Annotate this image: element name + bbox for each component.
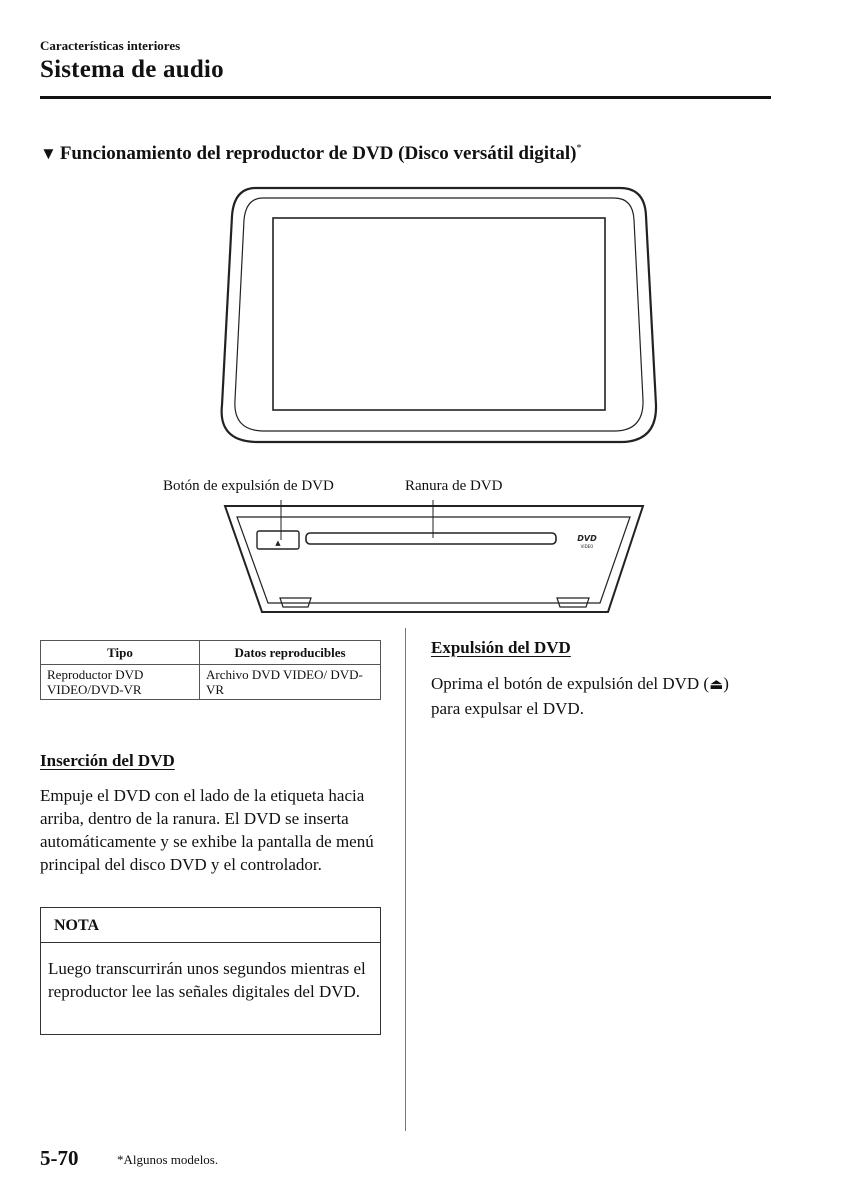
insertion-text: Empuje el DVD con el lado de la etiqueta hacia arriba, dentro de la ranura. El DVD se inserta automáticamente y se exhibe la pantalla de menú principal del disco DVD y el controlador. <box>40 786 374 874</box>
note-box <box>40 907 381 1035</box>
subsection-title: Funcionamiento del reproductor de DVD (Disco versátil digital) <box>59 143 577 164</box>
table-row <box>41 665 381 700</box>
eject-button-callout: Botón de expulsión de DVD <box>163 478 334 494</box>
ejection-text <box>431 672 761 720</box>
ejection-heading: Expulsión del DVD <box>431 638 571 657</box>
table-cell-type: Reproductor DVD VIDEO/DVD-VR <box>41 665 200 700</box>
dvd-logo: DVD <box>577 534 597 543</box>
section-label: Características interiores <box>40 38 181 53</box>
dvd-unit-front <box>225 506 643 612</box>
table-header-data: Datos reproducibles <box>200 641 381 665</box>
display-screen <box>273 218 605 410</box>
dvd-player-illustration <box>0 180 845 630</box>
eject-button-icon: ▲ <box>275 539 281 547</box>
table-cell-data: Archivo DVD VIDEO/ DVD-VR <box>200 665 381 700</box>
display-outer-bezel <box>222 188 656 442</box>
triangle-down-icon: ▼ <box>40 144 57 163</box>
playable-data-table <box>40 640 381 700</box>
page-title: Sistema de audio <box>40 56 224 83</box>
display-inner-bezel <box>235 198 643 431</box>
note-heading: NOTA <box>41 908 380 943</box>
page-number: 5-70 <box>40 1146 79 1170</box>
table-header-row <box>41 641 381 665</box>
note-text: Luego transcurrirán unos segundos mientras el reproductor lee las señales digitales del DVD. <box>48 959 366 1001</box>
dvd-slot <box>306 533 556 544</box>
dvd-slot-callout: Ranura de DVD <box>405 478 503 494</box>
column-divider <box>405 628 406 1131</box>
dvd-logo-video: VIDEO <box>580 544 594 549</box>
subsection-asterisk: * <box>576 143 582 154</box>
display-unit <box>222 188 656 442</box>
ejection-text-end: ) para expulsar el DVD. <box>431 674 729 718</box>
title-rule <box>40 96 771 99</box>
ejection-text-start: Oprima el botón de expulsión del DVD ( <box>431 674 710 693</box>
subsection-heading <box>40 143 582 165</box>
insertion-heading: Inserción del DVD <box>40 751 175 770</box>
eject-icon: ⏏ <box>709 677 724 693</box>
dvd-unit <box>225 506 643 612</box>
footnote: *Algunos modelos. <box>117 1152 219 1167</box>
table-header-type: Tipo <box>41 641 200 665</box>
